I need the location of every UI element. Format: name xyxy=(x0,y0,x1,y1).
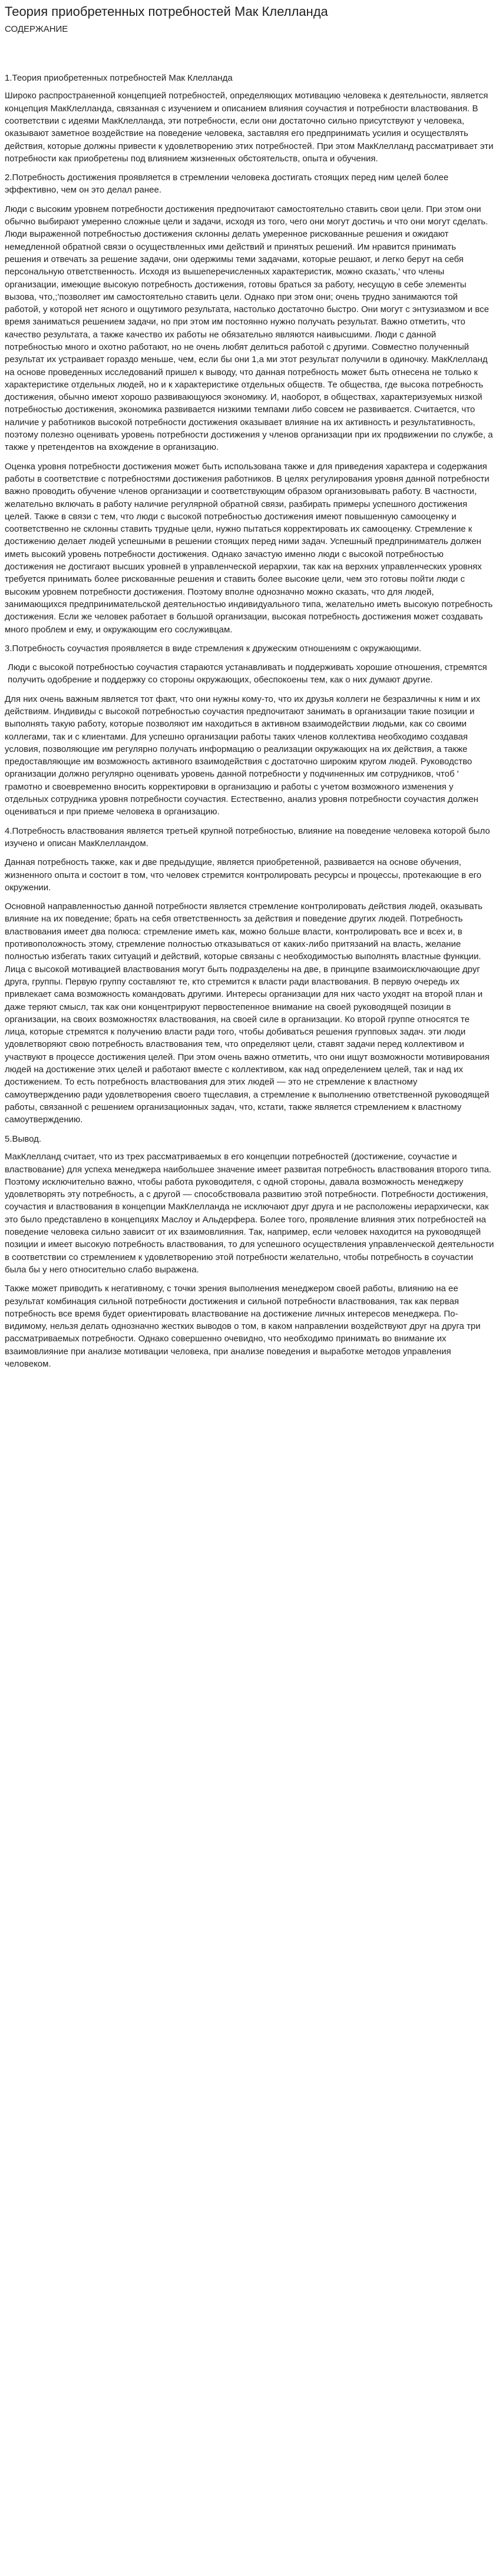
paragraph-affiliation-details: Для них очень важным является тот факт, что они нужны кому-то, что их друзья коллеги не безразличны к ним и их действиям. Индивиды с высокой потребностью соучастия предпочитают занимать в организации такие позиции и выполнять такую работу, которые позволяют им находиться в активном взаимодействии людьми, как со своими коллегами, так и с клиентами. Для успешно организации работы таких членов коллектива необходимо создавая условия, позволяющие им регулярно получать информацию о реализации окружающих на их действия, а также предоставляющие им возможность активного взаимодействия с достаточно широким кругом людей. Руководство организации должно регулярно оценивать уровень данной потребности у подчиненных им сотрудников, чтоб ' грамотно и своевременно вносить корректировки в организацию и работы с учетом возможного изменения у отдельных сотрудника уровня потребности соучастия. Естественно, анализ уровня потребности соучастия должен оцениваться и при приеме человека в организацию. xyxy=(5,694,481,817)
paragraph-achievement-details: Люди с высоким уровнем потребности достижения предпочитают самостоятельно ставить свои цели. При этом они обычно выбирают умеренно сложные цели и задачи, исходя из того, чего они могут достичь и что они могут сделать. Люди выраженной потребностью достижения склонны делать умеренное рискованные решения и ожидают немедленной обратной связи о осуществленных ими действий и принятых решений. Им нравится принимать решения и отвечать за решение задачи, они одержимы теми задачами, которые решают, и легко берут на себя персональную ответственность. Исходя из вышеперечисленных характеристик, можно сказать,' что члены организации, имеющие высокую потребность достижения, готовы браться за работу, несущую в себе элементы вызова, что,;'позволяет им самостоятельно ставить цели. Однако при этом они; очень трудно занимаются той работой, у которой нет ясного и ощутимого результата, настолько достаточно быстро. Они могут с энтузиазмом и все время заниматься решением задачи, но при этом им постоянно нужно получать результат. Важно отметить, что качество результата, а также качество их работы не обязательно являются наивысшими. Люди с данной потребностью много и охотно работают, но не очень любят делиться работой с другими. Совместно полученный результат их устраивает гораздо меньше, чем, если бы они 1,а ми этот результат получили в одиночку. МакКлелланд на основе проведенных исследований пришел к выводу, что данная потребность может быть отнесена не только к характеристике отдельных людей, но и к характеристике отдельных обществ. Те общества, где высока потребность достижения, обычно имеют хорошо развивающуюся экономику. И, наоборот, в обществах, характеризуемых низкой потребностью достижения, экономика развивается низкими темпами либо совсем не развивается. Считается, что наличие у работников высокой потребности достижения оказывает влияние на их активность и результативность, поэтому полезно оценивать уровень потребности достижения у членов организации при их продвижении по службе, а также у претендентов на вхождение в организацию. xyxy=(5,204,493,453)
section-heading-conclusion: 5.Вывод. xyxy=(5,1133,42,1144)
section-heading-theory: 1.Теория приобретенных потребностей Мак Клелланда xyxy=(5,72,233,83)
paragraph-intro: Широко распространенной концепцией потребностей, определяющих мотивацию человека к деятельности, является концепция МакКлелланда, связанная с изучением и описанием влияния соучастия и потребности властвования. В соответствии с идеями МакКлелланда, эти потребности, если они достаточно сильно присутствуют у человека, оказывают заметное воздействие на поведение человека, заставляя его предпринимать усилия и осуществлять действия, которые должны привести к удовлетворению этих потребностей. При этом МакКлелланд рассматривает эти потребности как приобретены под влиянием жизненных обстоятельств, опыта и обучения. xyxy=(5,91,494,164)
paragraph-conclusion-main: МакКлелланд считает, что из трех рассматриваемых в его концепции потребностей (достижение, соучастие и властвование) для успеха менеджера наибольшее значение имеет развитая потребность властвования второго типа. Поэтому исключительно важно, чтобы работа руководителя, с одной стороны, давала возможность менеджеру удовлетворять эту потребность, а с другой — способствовала развитию этой потребности. Потребности достижения, соучастия и властвования в концепции МакКлелланда не исключают друг друга и не расположены иерархически, как это было представлено в концепциях Маслоу и Альдерфера. Более того, проявление влияния этих потребностей на поведение человека сильно зависит от их взаимовлияния. Так, например, если человек находится на руководящей позиции и имеет высокую потребность властвования, то для успешного осуществления управленческой деятельности в соответствии со стремлением к удовлетворению этой потребности желательно, чтобы потребность в соучастии была бы у него относительно слабо выражена. xyxy=(5,1152,494,1275)
paragraph-achievement-need: 2.Потребность достижения проявляется в стремлении человека достигать стоящих перед ним целей более эффективно, чем он это делал ранее. xyxy=(5,173,449,195)
paragraph-power-acquired: Данная потребность также, как и две предыдущие, является приобретенной, развивается на основе обучения, жизненного опыта и состоит в том, что человек стремится контролировать ресурсы и процессы, протекающие в его окружении. xyxy=(5,857,482,893)
table-of-contents-label: СОДЕРЖАНИЕ xyxy=(5,24,68,34)
spacer xyxy=(5,35,494,72)
paragraph-affiliation-people: Люди с высокой потребностью соучастия стараются устанавливать и поддерживать хорошие отношения, стремятся получить одобрение и поддержку со стороны окружающих, обеспокоены тем, как о них думают другие. xyxy=(8,662,487,685)
paragraph-power-need: 4.Потребность властвования является третьей крупной потребностью, влияние на поведение человека которой было изучено и описан МакКлелландом. xyxy=(5,825,490,848)
document-title: Теория приобретенных потребностей Мак Клелланда xyxy=(5,4,328,19)
paragraph-affiliation-need: 3.Потребность соучастия проявляется в виде стремления к дружеским отношениям с окружающими. xyxy=(5,643,422,654)
paragraph-power-details: Основной направленностью данной потребности является стремление контролировать действия людей, оказывать влияние на их поведение; брать на себя ответственность за действия и поведение других людей. Потребность властвования имеет два полюса: стремление иметь как, можно больше власти, контролировать все и всех и, в противоположность этому, стремление полностью отказываться от каких-либо притязаний на власть, желание полностью избегать таких ситуаций и действий, которые связаны с необходимостью выполнять властные функции. Лица с высокой мотивацией властвования могут быть подразделены на две, в принципе взаимоисключающие друг друга, группы. Первую группу составляют те, кто стремится к власти ради властвования. В первую очередь их привлекает сама возможность командовать другими. Интересы организации для них часто уходят на второй план и даже теряют смысл, так как они концентрируют первостепенное внимание на своей руководящей позиции в организации, на своих возможностях властвования, на своей силе в организации. Ко второй группе относятся те лица, которые стремятся к получению власти ради того, чтобы добиваться решения групповых задач. эти люди удовлетворяют свою потребность властвования тем, что определяют цели, ставят задачи перед коллективом и участвуют в процессе достижения целей. При этом очень важно отметить, что они ищут возможности мотивирования людей на достижение этих целей и работают вместе с коллективом, как над определением целей, так и над их достижением. То есть потребность властвования для этих людей — это не стремление к властному самоутверждению ради удовлетворения своего тщеславия, а стремление к выполнению ответственной руководящей работы, связанной с решением организационных задач, что, кстати, также является стремлением к властному самоутверждению. xyxy=(5,901,490,1125)
paragraph-conclusion-final: Также может приводить к негативному, с точки зрения выполнения менеджером своей работы, влиянию на ее результат комбинация сильной потребности достижения и сильной потребности властвования, так как первая потребность все время будет ориентировать властвование на достижение личных интересов менеджера. По-видимому, нельзя делать однозначно жестких выводов о том, в каком направлении воздействуют друг на друга три рассматриваемых потребности. Однако совершенно очевидно, что необходимо принимать во внимание их взаимовлияние при анализе мотивации человека, при анализе поведения и выработке методов управления человеком. xyxy=(5,1284,481,1369)
paragraph-achievement-assessment: Оценка уровня потребности достижения может быть использована также и для приведения характера и содержания работы в соответствие с потребностями достижения работников. В целях регулирования уровня данной потребности важно проводить обучение членов организации и соответствующим образом организовывать работу. В частности, желательно включать в работу наличие регулярной обратной связи, разбирать примеры успешного достижения целей. Также в связи с тем, что люди с высокой потребностью достижения имеют повышенную самооценку и соответственно не склонны ставить трудные цели, нужно пытаться корректировать их самооценку. Стремление к достижению делает людей успешными в решении стоящих перед ними задач. Успешный предприниматель должен иметь высокий уровень потребности достижения. Однако зачастую именно люди с высокой потребностью достижения не достигают высших уровней в управленческой иерархии, так как на верхних управленческих уровнях требуется принимать более рискованные решения и ставить более высокие цели, чем это готовы пойти люди с высоким уровнем потребности достижения. Поэтому вполне однозначно можно сказать, что для людей, занимающихся предпринимательской деятельностью индивидуального типа, желательно иметь высокую потребность достижения. Если же человек работает в большой организации, высокая потребность достижения может создавать много проблем и ему, и окружающим его сослуживцам. xyxy=(5,461,493,635)
